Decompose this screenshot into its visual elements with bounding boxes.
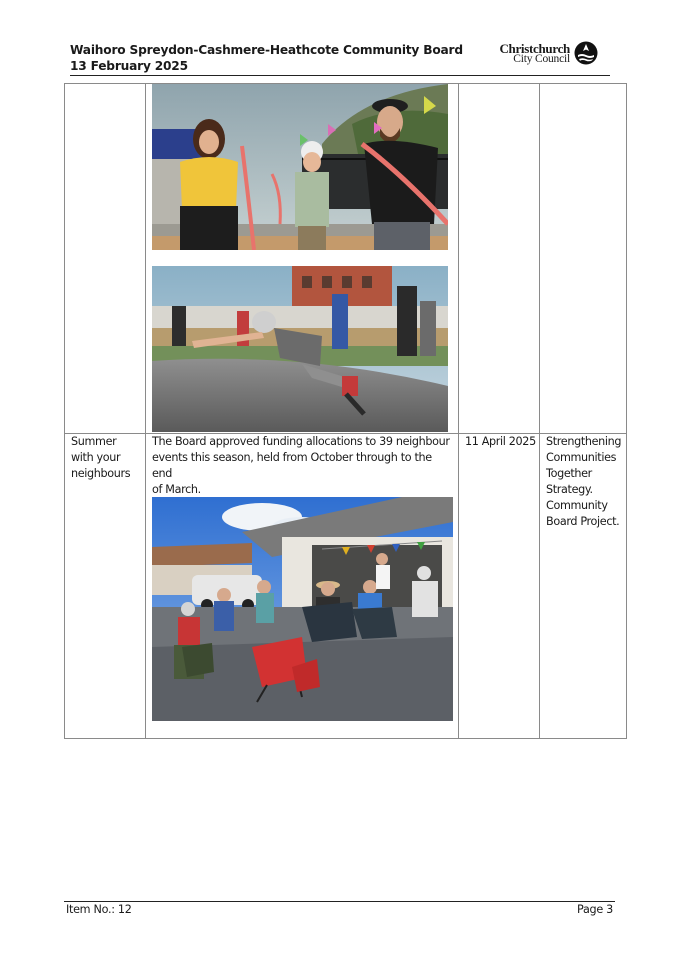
logo-text-line1: Christchurch bbox=[499, 41, 570, 56]
council-emblem-icon bbox=[574, 41, 598, 65]
strategy-line: Communities bbox=[546, 451, 617, 464]
strategy-line: Strategy. bbox=[546, 483, 593, 496]
activities-table bbox=[64, 83, 627, 739]
strategy-line: Board Project. bbox=[546, 515, 620, 528]
page-number: Page 3 bbox=[577, 903, 613, 916]
strategy-line: Together bbox=[546, 467, 592, 480]
event-name bbox=[71, 434, 130, 482]
neighbours-gathering-photo bbox=[152, 497, 453, 721]
board-title: Waihoro Spreydon-Cashmere-Heathcote Community Board bbox=[70, 43, 463, 57]
strategy-alignment bbox=[546, 434, 621, 530]
page-header bbox=[70, 40, 610, 76]
event-date: 11 April 2025 bbox=[465, 435, 536, 448]
page-footer bbox=[64, 901, 615, 919]
logo-text-line2: City Council bbox=[513, 53, 570, 65]
meeting-date: 13 February 2025 bbox=[70, 59, 188, 73]
skatepark-photo bbox=[152, 266, 448, 432]
event-name-line: neighbours bbox=[71, 467, 131, 480]
column-divider bbox=[145, 84, 146, 738]
description-line: of March. bbox=[152, 483, 201, 496]
strategy-line: Strengthening bbox=[546, 435, 622, 448]
description-line: The Board approved funding allocations to 39 neighbour bbox=[152, 435, 450, 448]
ribbon-cutting-photo bbox=[152, 84, 448, 250]
event-name-line: with your bbox=[71, 451, 121, 464]
event-name-line: Summer bbox=[71, 435, 117, 448]
column-divider bbox=[539, 84, 540, 738]
column-divider bbox=[458, 84, 459, 738]
council-logo bbox=[496, 40, 598, 68]
strategy-line: Community bbox=[546, 499, 608, 512]
description-line: events this season, held from October through to the end bbox=[152, 451, 432, 480]
item-number: Item No.: 12 bbox=[66, 903, 132, 916]
